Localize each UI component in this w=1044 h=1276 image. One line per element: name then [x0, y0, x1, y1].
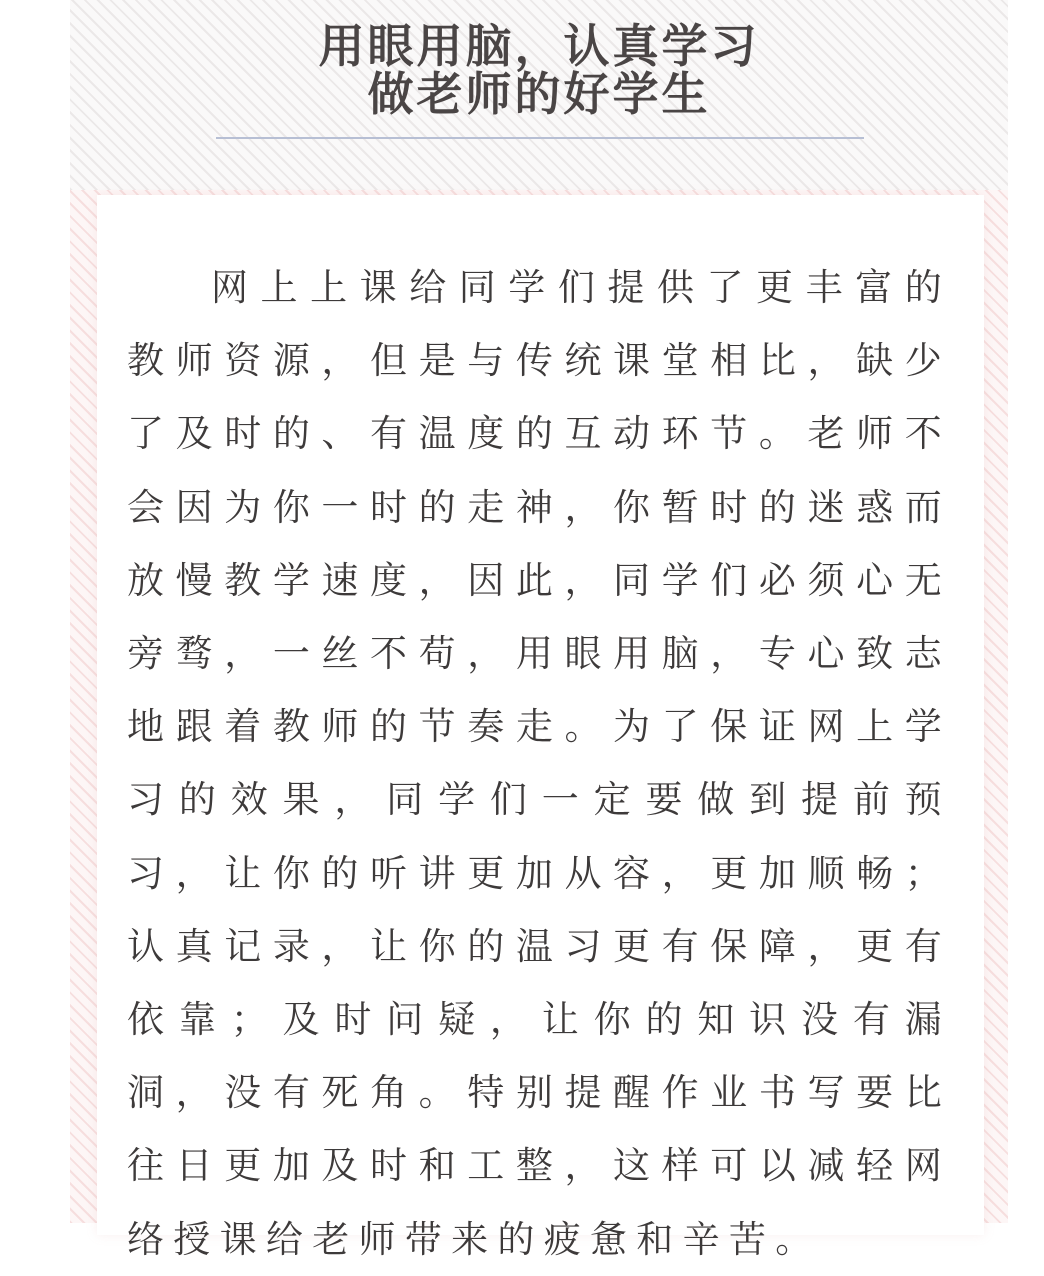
article-body-paragraph: 网上上课给同学们提供了更丰富的教师资源，但是与传统课堂相比，缺少了及时的、有温度的互动环节。老师不会因为你一时的走神，你暂时的迷惑而放慢教学速度，因此，同学们必须心无旁骛，一丝不苟，用眼用脑，专心致志地跟着教师的节奏走。为了保证网上学习的效果，同学们一定要做到提前预习，让你的听讲更加从容，更加顺畅；认真记录，让你的温习更有保障，更有依靠；及时问疑，让你的知识没有漏洞，没有死角。特别提醒作业书写要比往日更加及时和工整，这样可以减轻网络授课给老师带来的疲惫和辛苦。	[127, 266, 951, 1261]
title-divider	[216, 137, 864, 139]
article-title	[70, 19, 1008, 121]
article-title-line-1: 用眼用脑，认真学习	[318, 19, 760, 73]
article-title-line-2: 做老师的好学生	[367, 67, 711, 121]
